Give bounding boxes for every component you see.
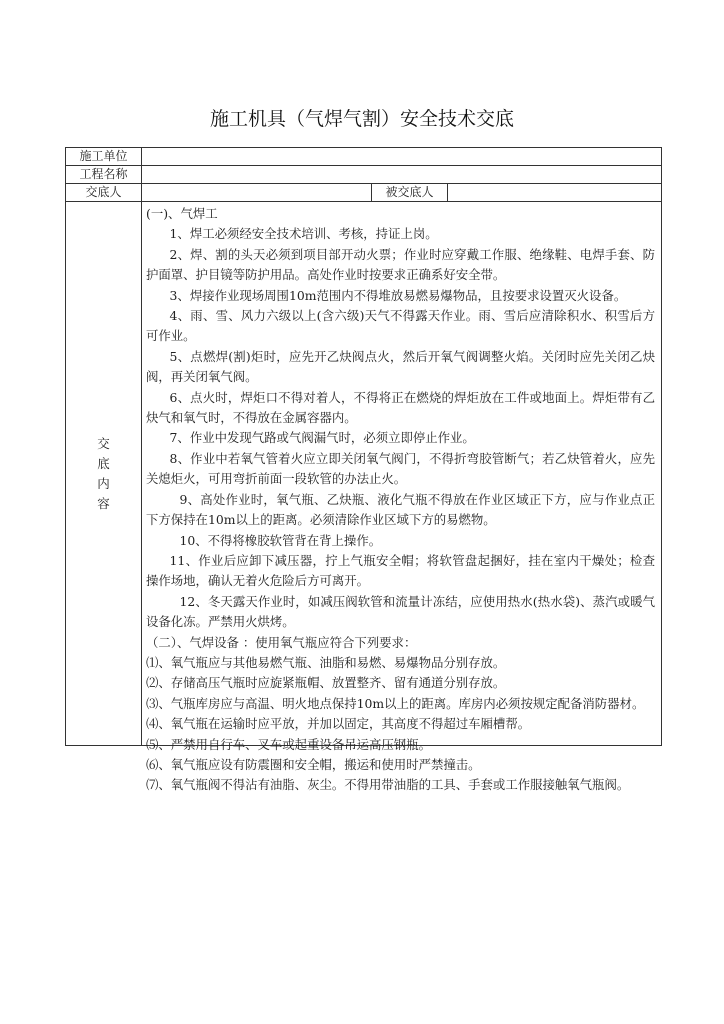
discloser-value[interactable] xyxy=(142,184,372,202)
content-paragraph: 8、作业中若氧气管着火应立即关闭氧气阀门，不得折弯胶管断气；若乙炔管着火，应先关熄炬火，可用弯折前面一段软管的办法止火。 xyxy=(146,450,656,487)
content-paragraph: 3、焊接作业现场周围10m范围内不得堆放易燃易爆物品，且按要求设置灭火设备。 xyxy=(169,287,627,303)
content-paragraph: 2、焊、割的头天必须到项目部开动火票；作业时应穿戴工作服、绝缘鞋、电焊手套、防护面罩、护目镜等防护用品。高处作业时按要求正确系好安全带。 xyxy=(146,246,656,283)
row-people xyxy=(66,184,662,202)
unit-label: 施工单位 xyxy=(66,148,142,166)
content-paragraph: 1、焊工必须经安全技术培训、考核，持证上岗。 xyxy=(169,226,438,242)
discloser-label: 交底人 xyxy=(66,184,142,202)
content-label-cell xyxy=(66,202,142,746)
content-paragraph: 7、作业中发现气路或气阀漏气时，必须立即停止作业。 xyxy=(169,430,475,446)
content-paragraph: 9、高处作业时，氧气瓶、乙炔瓶、液化气瓶不得放在作业区域正下方，应与作业点正下方保持在10m以上的距离。必须清除作业区域下方的易燃物。 xyxy=(146,491,656,528)
project-label: 工程名称 xyxy=(66,166,142,184)
row-unit xyxy=(66,148,662,166)
content-label: 交底内容 xyxy=(97,435,110,511)
content-paragraph: （二）、气焊设备 ：使用氧气瓶应符合下列要求： xyxy=(146,634,417,650)
content-paragraph: ⑺、氧气瓶阀不得沾有油脂、灰尘。不得用带油脂的工具、手套或工作服接触氧气瓶阀。 xyxy=(146,777,630,793)
disclosure-form xyxy=(65,147,662,793)
page-title: 施工机具（气焊气割）安全技术交底 xyxy=(209,108,514,130)
content-paragraph: 4、雨、雪、风力六级以上(含六级)天气不得露天作业。雨、雪后应清除积水、积雪后方可作业。 xyxy=(146,308,656,344)
content-paragraph: ⑴、氧气瓶应与其他易燃气瓶、油脂和易燃、易爆物品分别存放。 xyxy=(146,654,506,670)
project-value[interactable] xyxy=(142,166,662,184)
content-paragraph: 12、冬天露天作业时，如减压阀软管和流量计冻结，应使用热水(热水袋)、蒸汽或暖气设备化冻。严禁用火烘烤。 xyxy=(146,593,656,630)
content-paragraph: ⑷、氧气瓶在运输时应平放，并加以固定，其高度不得超过车厢槽帮。 xyxy=(146,716,531,732)
receiver-value[interactable] xyxy=(448,184,662,202)
content-paragraph: ⑸、严禁用自行车、叉车或起重设备吊运高压钢瓶。 xyxy=(146,736,431,752)
content-paragraph: 11、作业后应卸下减压器，拧上气瓶安全帽；将软管盘起捆好，挂在室内干燥处；检查操作场地，确认无着火危险后方可离开。 xyxy=(146,552,656,589)
content-paragraph: ⑹、氧气瓶应设有防震圈和安全帽，搬运和使用时严禁撞击。 xyxy=(146,756,481,772)
content-paragraph: 6、点火时，焊炬口不得对着人，不得将正在燃烧的焊炬放在工件或地面上。焊炬带有乙炔气和氧气时，不得放在金属容器内。 xyxy=(146,389,656,426)
content-paragraph: ⑵、存储高压气瓶时应旋紧瓶帽、放置整齐、留有通道分别存放。 xyxy=(146,675,506,691)
unit-value[interactable] xyxy=(142,148,662,166)
content-paragraph: 10、不得将橡胶软管背在背上操作。 xyxy=(179,532,382,548)
content-paragraph: ⑶、气瓶库房应与高温、明火地点保持10m以上的距离。库房内必须按规定配备消防器材。 xyxy=(146,695,645,711)
row-content xyxy=(66,202,662,746)
row-project xyxy=(66,166,662,184)
content-paragraph: 5、点燃焊(割)炬时，应先开乙炔阀点火，然后开氧气阀调整火焰。关闭时应先关闭乙炔阀，再关闭氧气阀。 xyxy=(146,348,656,385)
receiver-label: 被交底人 xyxy=(372,184,448,202)
content-body xyxy=(142,202,661,793)
content-paragraph: (一)、气焊工 xyxy=(146,206,218,221)
content-cell xyxy=(142,202,662,793)
